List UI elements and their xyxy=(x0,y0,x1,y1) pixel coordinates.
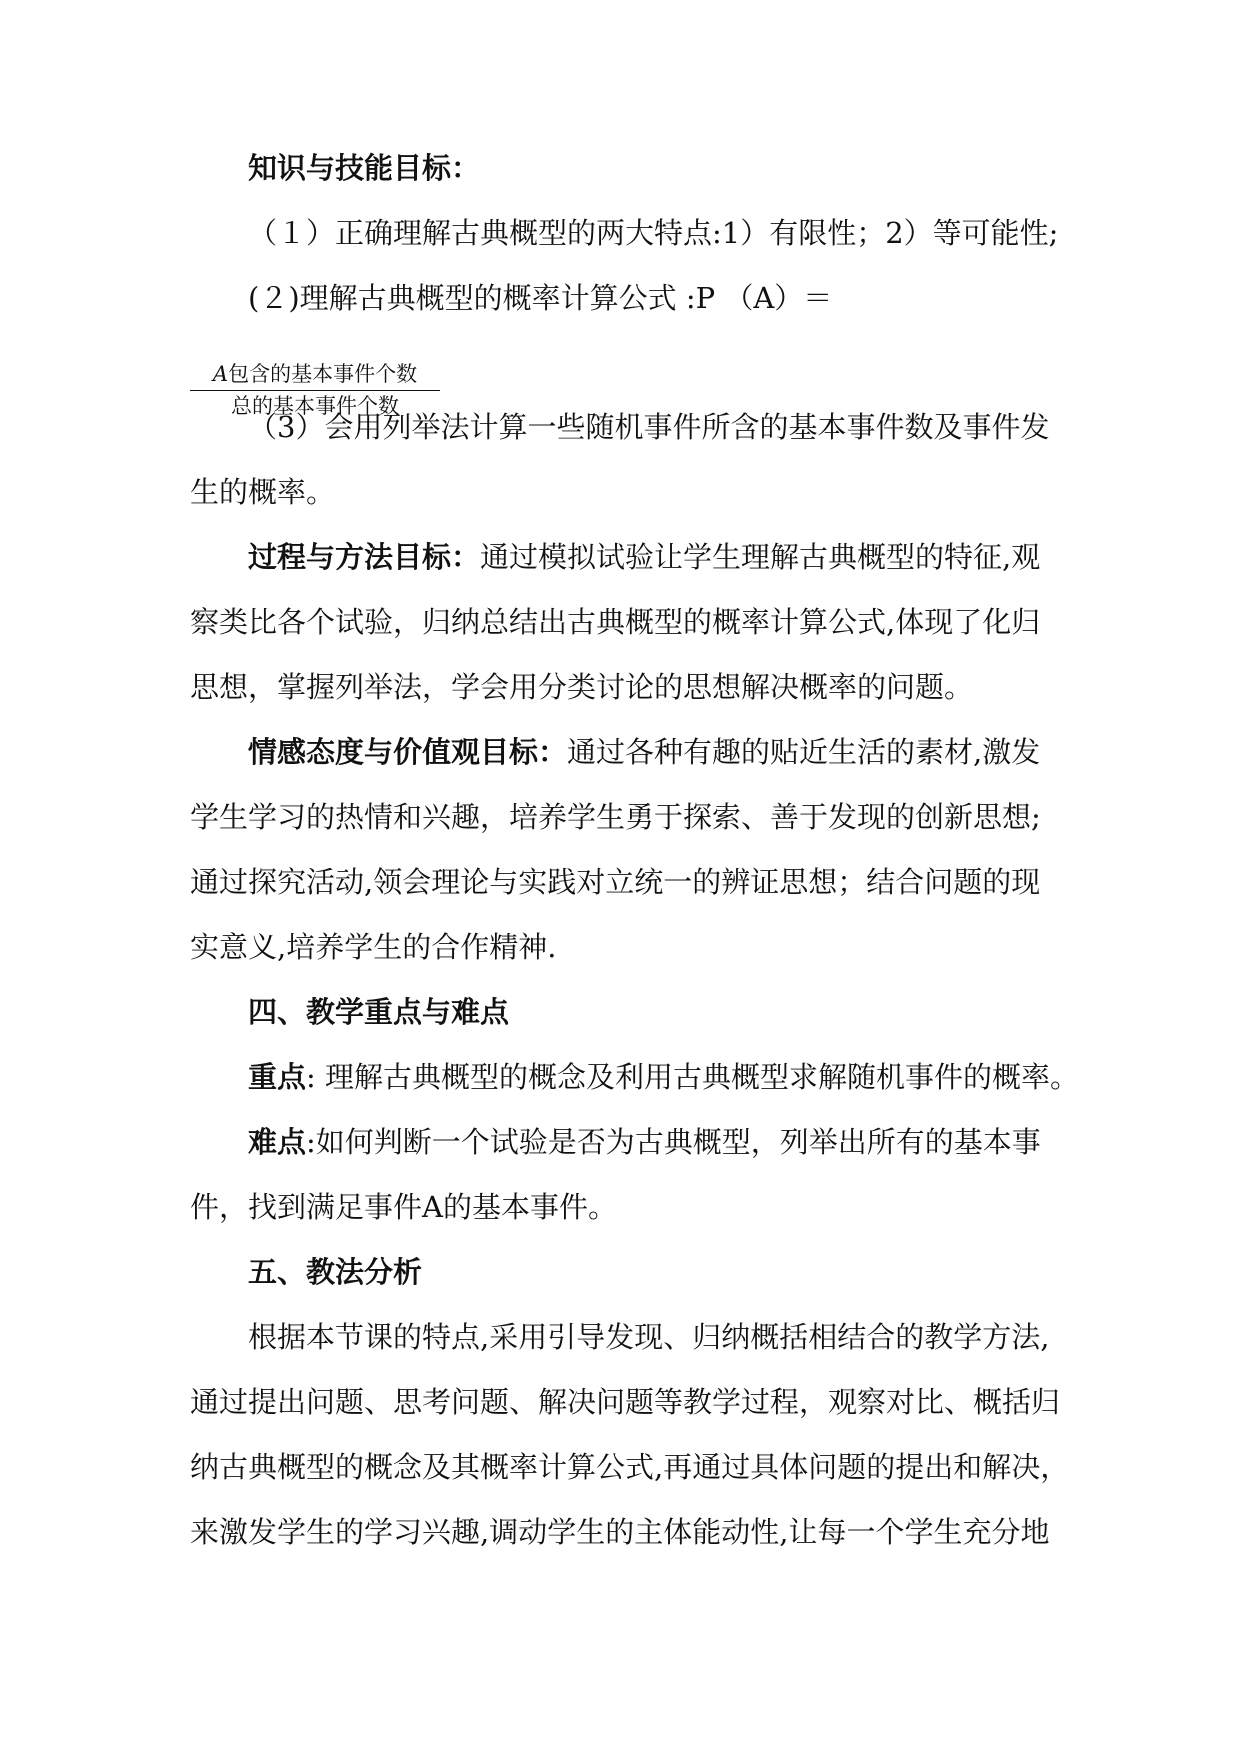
difficulty-text-1: :如何判断一个试验是否为古典概型，列举出所有的基本事 xyxy=(306,1125,1041,1159)
process-method-paragraph-line-2: 察类比各个试验，归纳总结出古典概型的概率计算公式,体现了化归 xyxy=(190,605,1041,639)
objective-item-1: （１）正确理解古典概型的两大特点:1）有限性；2）等可能性; xyxy=(248,216,1059,250)
key-point-label: 重点 xyxy=(248,1060,307,1094)
formula-numerator-variable: A xyxy=(212,362,229,386)
section-4-heading: 四、教学重点与难点 xyxy=(248,995,510,1029)
difficulty-line-2: 件，找到满足事件A的基本事件。 xyxy=(190,1190,617,1224)
objective-item-3-line-1: （3）会用列举法计算一些随机事件所含的基本事件数及事件发 xyxy=(248,410,1050,444)
formula-denominator: 总的基本事件个数 xyxy=(231,394,399,418)
process-method-paragraph-line-1 xyxy=(248,537,1128,577)
process-method-text-1: 通过模拟试验让学生理解古典概型的特征,观 xyxy=(480,540,1041,574)
emotion-value-paragraph-line-4: 实意义,培养学生的合作精神. xyxy=(190,930,557,964)
key-point-text: : 理解古典概型的概念及利用古典概型求解随机事件的概率。 xyxy=(306,1060,1080,1094)
teaching-method-line-1: 根据本节课的特点,采用引导发现、归纳概括相结合的教学方法, xyxy=(248,1320,1050,1354)
formula-numerator-text: 包含的基本事件个数 xyxy=(228,362,418,386)
teaching-method-line-2: 通过提出问题、思考问题、解决问题等教学过程，观察对比、概括归 xyxy=(190,1385,1061,1419)
emotion-value-paragraph-line-2: 学生学习的热情和兴趣，培养学生勇于探索、善于发现的创新思想; xyxy=(190,800,1041,834)
emotion-value-paragraph-line-1 xyxy=(248,732,1128,772)
process-method-heading: 过程与方法目标： xyxy=(248,540,481,574)
knowledge-skill-heading: 知识与技能目标： xyxy=(248,151,481,185)
emotion-value-text-1: 通过各种有趣的贴近生活的素材,激发 xyxy=(567,735,1041,769)
objective-item-3-line-2: 生的概率。 xyxy=(190,475,336,509)
teaching-method-line-4: 来激发学生的学习兴趣,调动学生的主体能动性,让每一个学生充分地 xyxy=(190,1515,1050,1549)
objective-item-2: (２)理解古典概型的概率计算公式 :P （A）＝ xyxy=(248,281,833,315)
teaching-method-line-3: 纳古典概型的概念及其概率计算公式,再通过具体问题的提出和解决， xyxy=(190,1450,1070,1484)
formula-numerator xyxy=(190,360,440,391)
process-method-paragraph-line-3: 思想，掌握列举法，学会用分类讨论的思想解决概率的问题。 xyxy=(190,670,974,704)
difficulty-line-1 xyxy=(248,1122,1128,1162)
emotion-value-heading: 情感态度与价值观目标： xyxy=(248,735,568,769)
difficulty-label: 难点 xyxy=(248,1125,307,1159)
section-5-heading: 五、教法分析 xyxy=(248,1255,423,1289)
key-point-line xyxy=(248,1057,1128,1097)
emotion-value-paragraph-line-3: 通过探究活动,领会理论与实践对立统一的辨证思想；结合问题的现 xyxy=(190,865,1041,899)
